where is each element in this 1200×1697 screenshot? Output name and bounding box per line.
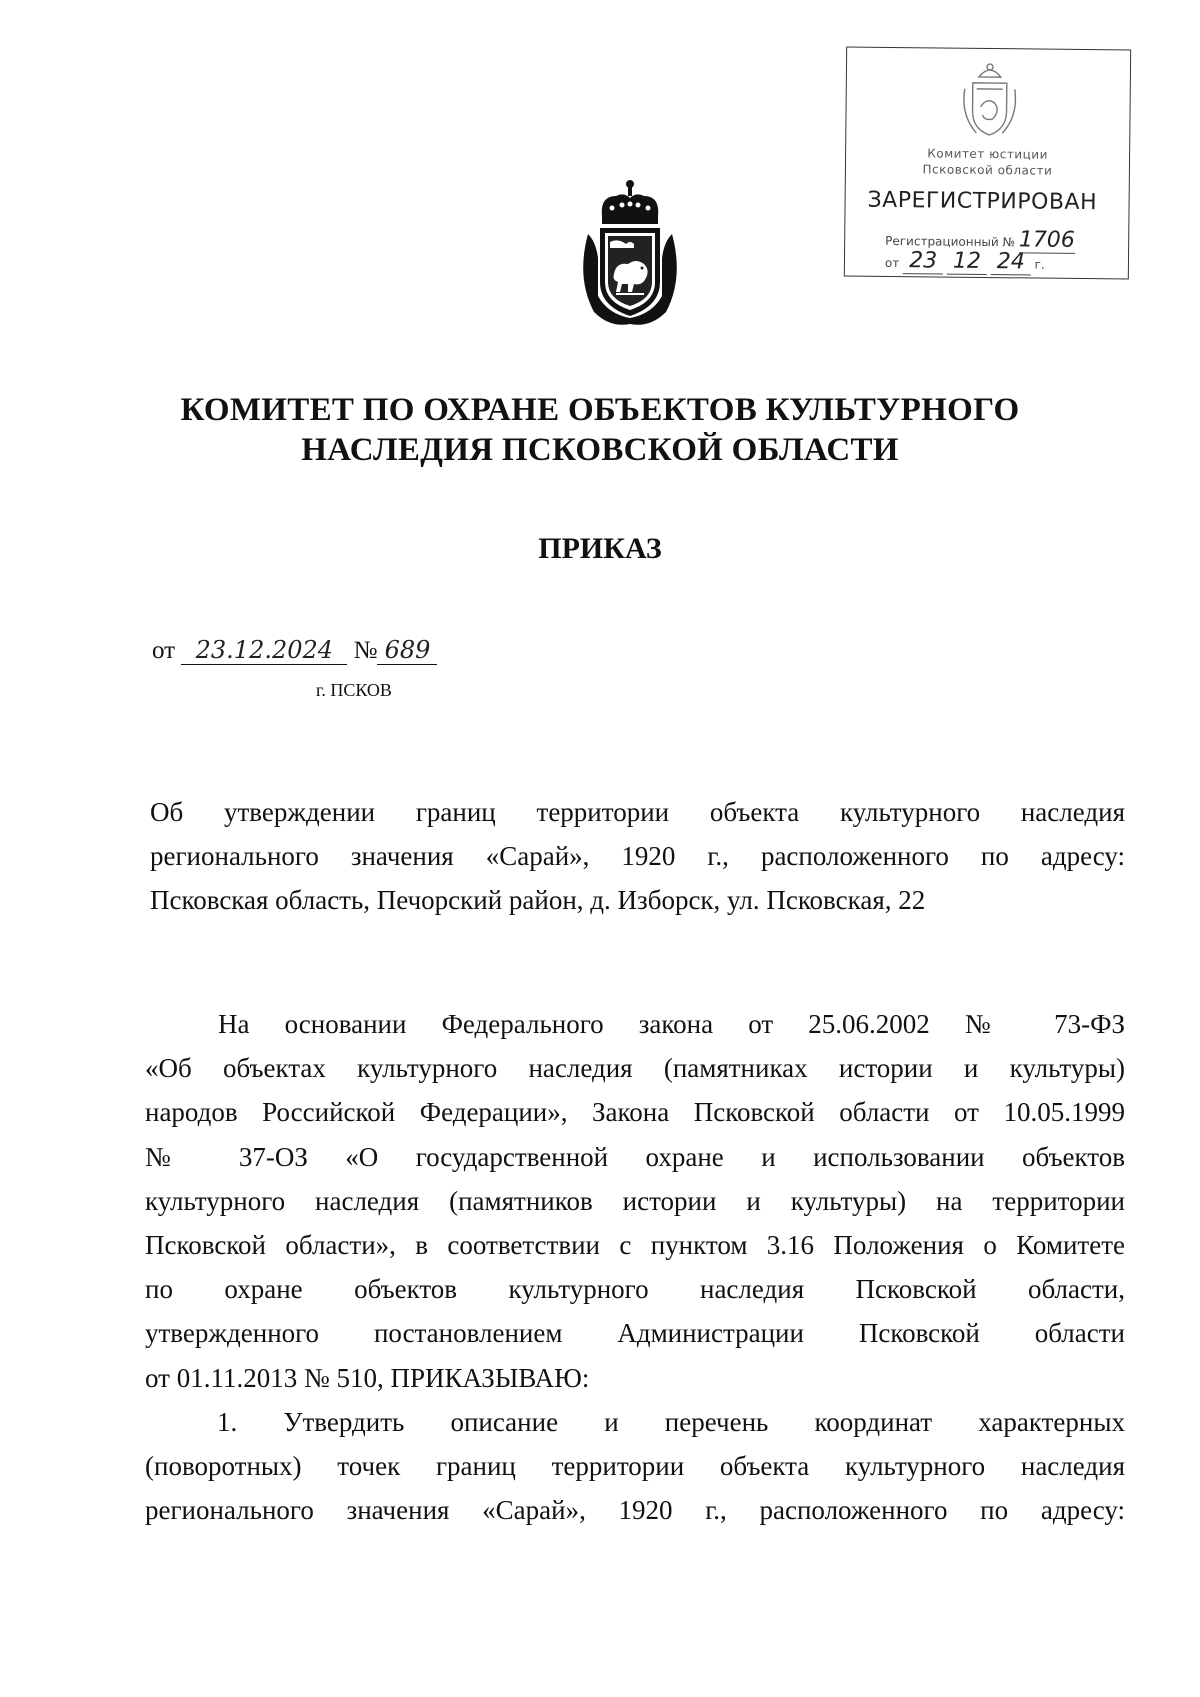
subject-line: регионального значения «Сарай», 1920 г., расположенного по адресу: bbox=[150, 841, 1125, 871]
stamp-title: ЗАРЕГИСТРИРОВАН bbox=[867, 187, 1098, 216]
body-line: утвержденного постановлением Администрации Псковской области bbox=[145, 1318, 1125, 1349]
order-subject bbox=[150, 790, 1125, 922]
org-title-line2: НАСЛЕДИЯ ПСКОВСКОЙ ОБЛАСТИ bbox=[301, 432, 899, 468]
city: г. ПСКОВ bbox=[316, 680, 392, 700]
body-line: по охране объектов культурного наследия Псковской области, bbox=[145, 1274, 1125, 1305]
stamp-date-day: 23 bbox=[903, 248, 943, 274]
body-line: «Об объектах культурного наследия (памятниках истории и культуры) bbox=[145, 1053, 1125, 1084]
order-number: 689 bbox=[377, 636, 437, 665]
document-type: ПРИКАЗ bbox=[538, 532, 662, 565]
subject-line: Об утверждении границ территории объекта культурного наследия bbox=[150, 797, 1125, 827]
body-line: (поворотных) точек границ территории объекта культурного наследия bbox=[145, 1451, 1125, 1482]
order-date-number bbox=[152, 636, 437, 665]
stamp-org-line1: Комитет юстиции bbox=[927, 146, 1048, 162]
order-body bbox=[145, 1002, 1125, 1532]
registration-stamp bbox=[844, 47, 1131, 280]
body-line: Псковской области», в соответствии с пунктом 3.16 Положения о Комитете bbox=[145, 1230, 1125, 1261]
body-line: народов Российской Федерации», Закона Псковской области от 10.05.1999 bbox=[145, 1097, 1125, 1128]
body-line: На основании Федерального закона от 25.06.2002 № 73-ФЗ bbox=[218, 1009, 1125, 1039]
body-line: регионального значения «Сарай», 1920 г., расположенного по адресу: bbox=[145, 1495, 1125, 1526]
date-prefix: от bbox=[152, 637, 176, 664]
stamp-reg-number: 1706 bbox=[1018, 227, 1076, 253]
body-line: 1. Утвердить описание и перечень координат характерных bbox=[217, 1406, 1125, 1437]
body-line: № 37-ОЗ «О государственной охране и использовании объектов bbox=[145, 1141, 1125, 1172]
subject-line: Псковская область, Печорский район, д. Изборск, ул. Псковская, 22 bbox=[150, 885, 926, 915]
stamp-date-suffix: г. bbox=[1034, 257, 1045, 272]
stamp-org-line2: Псковской области bbox=[922, 162, 1053, 178]
stamp-date-month: 12 bbox=[947, 249, 987, 275]
body-line: культурного наследия (памятников истории и культуры) на территории bbox=[145, 1185, 1125, 1216]
number-prefix: № bbox=[353, 637, 378, 664]
coat-of-arms-icon bbox=[572, 178, 688, 328]
stamp-date-label: от bbox=[884, 255, 900, 271]
stamp-reg-label: Регистрационный № bbox=[885, 233, 1016, 250]
stamp-date-year: 24 bbox=[991, 249, 1031, 275]
stamp-coat-of-arms-icon bbox=[956, 59, 1023, 140]
body-line: от 01.11.2013 № 510, ПРИКАЗЫВАЮ: bbox=[145, 1362, 590, 1393]
org-title-line1: КОМИТЕТ ПО ОХРАНЕ ОБЪЕКТОВ КУЛЬТУРНОГО bbox=[180, 392, 1020, 428]
order-date: 23.12.2024 bbox=[181, 636, 347, 665]
stamp-date-row bbox=[885, 248, 1045, 276]
